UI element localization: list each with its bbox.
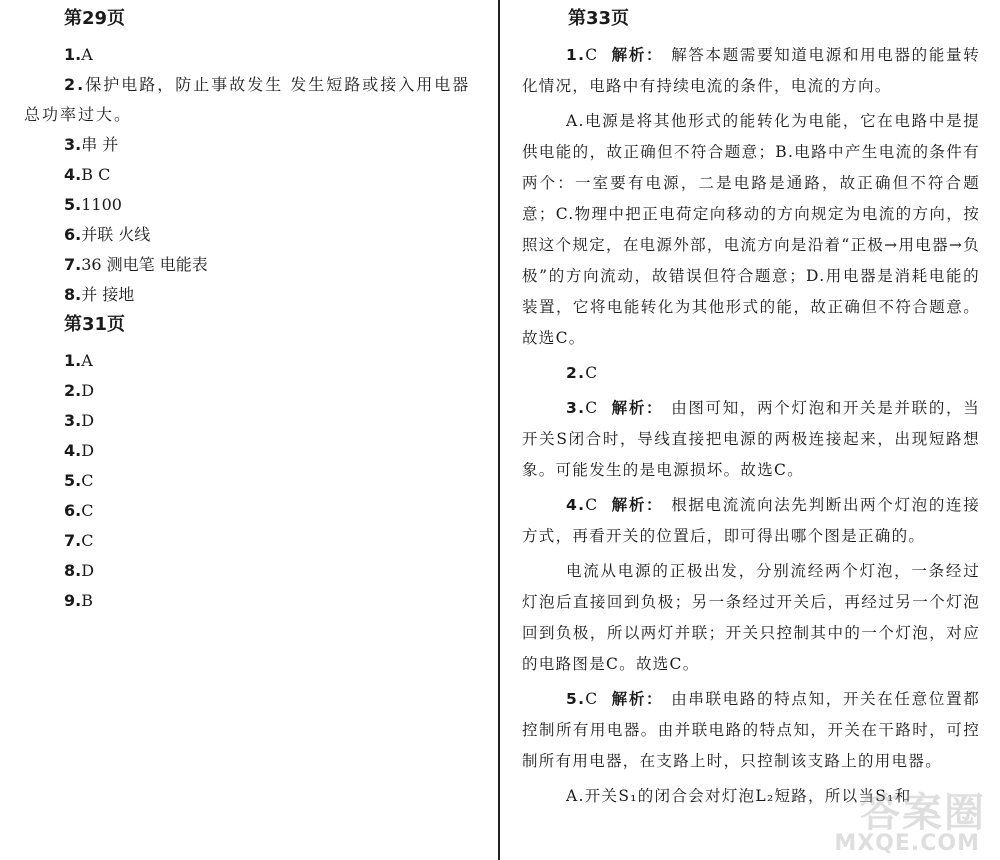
left-column bbox=[24, 0, 484, 616]
watermark-logo: 答案圈 bbox=[860, 790, 986, 836]
answer-paragraph: 3.C 解析： 由图可知，两个灯泡和开关是并联的，当开关S闭合时，导线直接把电源的两极连接起来，出现短路想象。可能发生的是电源损坏。故选C。 bbox=[522, 399, 980, 479]
answer-item: 8.并 接地 bbox=[64, 285, 135, 304]
answer-item: 8.D bbox=[64, 561, 95, 580]
answer-paragraph: 5.C 解析： 由串联电路的特点知，开关在任意位置都控制所有用电器。由并联电路的特点知，开关在干路时，可控制所有用电器，在支路上时，只控制该支路上的用电器。 bbox=[522, 690, 980, 770]
explanation-paragraph: 电流从电源的正极出发，分别流经两个灯泡，一条经过灯泡后直接回到负极；另一条经过开关后，再经过另一个灯泡回到负极，所以两灯并联；开关只控制其中的一个灯泡，对应的电路图是C。故选C。 bbox=[522, 562, 980, 673]
answer-paragraph: 2.C bbox=[566, 364, 599, 382]
answer-item: 4.D bbox=[64, 441, 95, 460]
answer-item: 2.保护电路，防止事故发生 发生短路或接入用电器总功率过大。 bbox=[24, 75, 471, 124]
answer-item: 4.B C bbox=[64, 165, 111, 184]
answer-paragraph: 4.C 解析： 根据电流流向法先判断出两个灯泡的连接方式，再看开关的位置后，即可得出哪个图是正确的。 bbox=[522, 496, 980, 545]
right-column bbox=[522, 0, 980, 816]
answer-item: 3.D bbox=[64, 411, 95, 430]
answer-item: 3.串 并 bbox=[64, 135, 119, 154]
answer-item: 1.A bbox=[64, 351, 93, 370]
page-heading: 第31页 bbox=[64, 314, 126, 335]
explanation-paragraph: A.电源是将其他形式的能转化为电能，它在电路中是提供电能的，故正确但不符合题意；B.电路中产生电流的条件有两个：一室要有电源，二是电路是通路，故正确但不符合题意；C.物理中把正电荷定向移动的方向规定为电流的方向，按照这个规定，在电源外部，电流方向是沿着“正极→用电器→负极”的方向流动，故错误但符合题意；D.用电器是消耗电能的装置，它将电能转化为其他形式的能，故正确但不符合题意。故选C。 bbox=[522, 112, 980, 347]
watermark-url: MXQE.COM bbox=[834, 831, 980, 856]
answer-item: 5.1100 bbox=[64, 195, 122, 214]
answer-item: 6.C bbox=[64, 501, 94, 520]
answer-item: 9.B bbox=[64, 591, 93, 610]
answer-item: 1.A bbox=[64, 45, 93, 64]
answer-item: 7.C bbox=[64, 531, 94, 550]
answer-paragraph: 1.C 解析： 解答本题需要知道电源和用电器的能量转化情况，电路中有持续电流的条件，电流的方向。 bbox=[522, 46, 980, 95]
answer-item: 7.36 测电笔 电能表 bbox=[64, 255, 208, 274]
column-divider bbox=[498, 0, 500, 860]
page-heading: 第29页 bbox=[64, 8, 126, 29]
explanation-paragraph: A.开关S₁的闭合会对灯泡L₂短路，所以当S₁和 bbox=[566, 787, 912, 805]
answer-item: 2.D bbox=[64, 381, 95, 400]
section-page-29 bbox=[24, 8, 484, 310]
answer-item: 5.C bbox=[64, 471, 94, 490]
page-heading: 第33页 bbox=[568, 8, 630, 29]
section-page-31 bbox=[24, 314, 484, 616]
answer-item: 6.并联 火线 bbox=[64, 225, 151, 244]
